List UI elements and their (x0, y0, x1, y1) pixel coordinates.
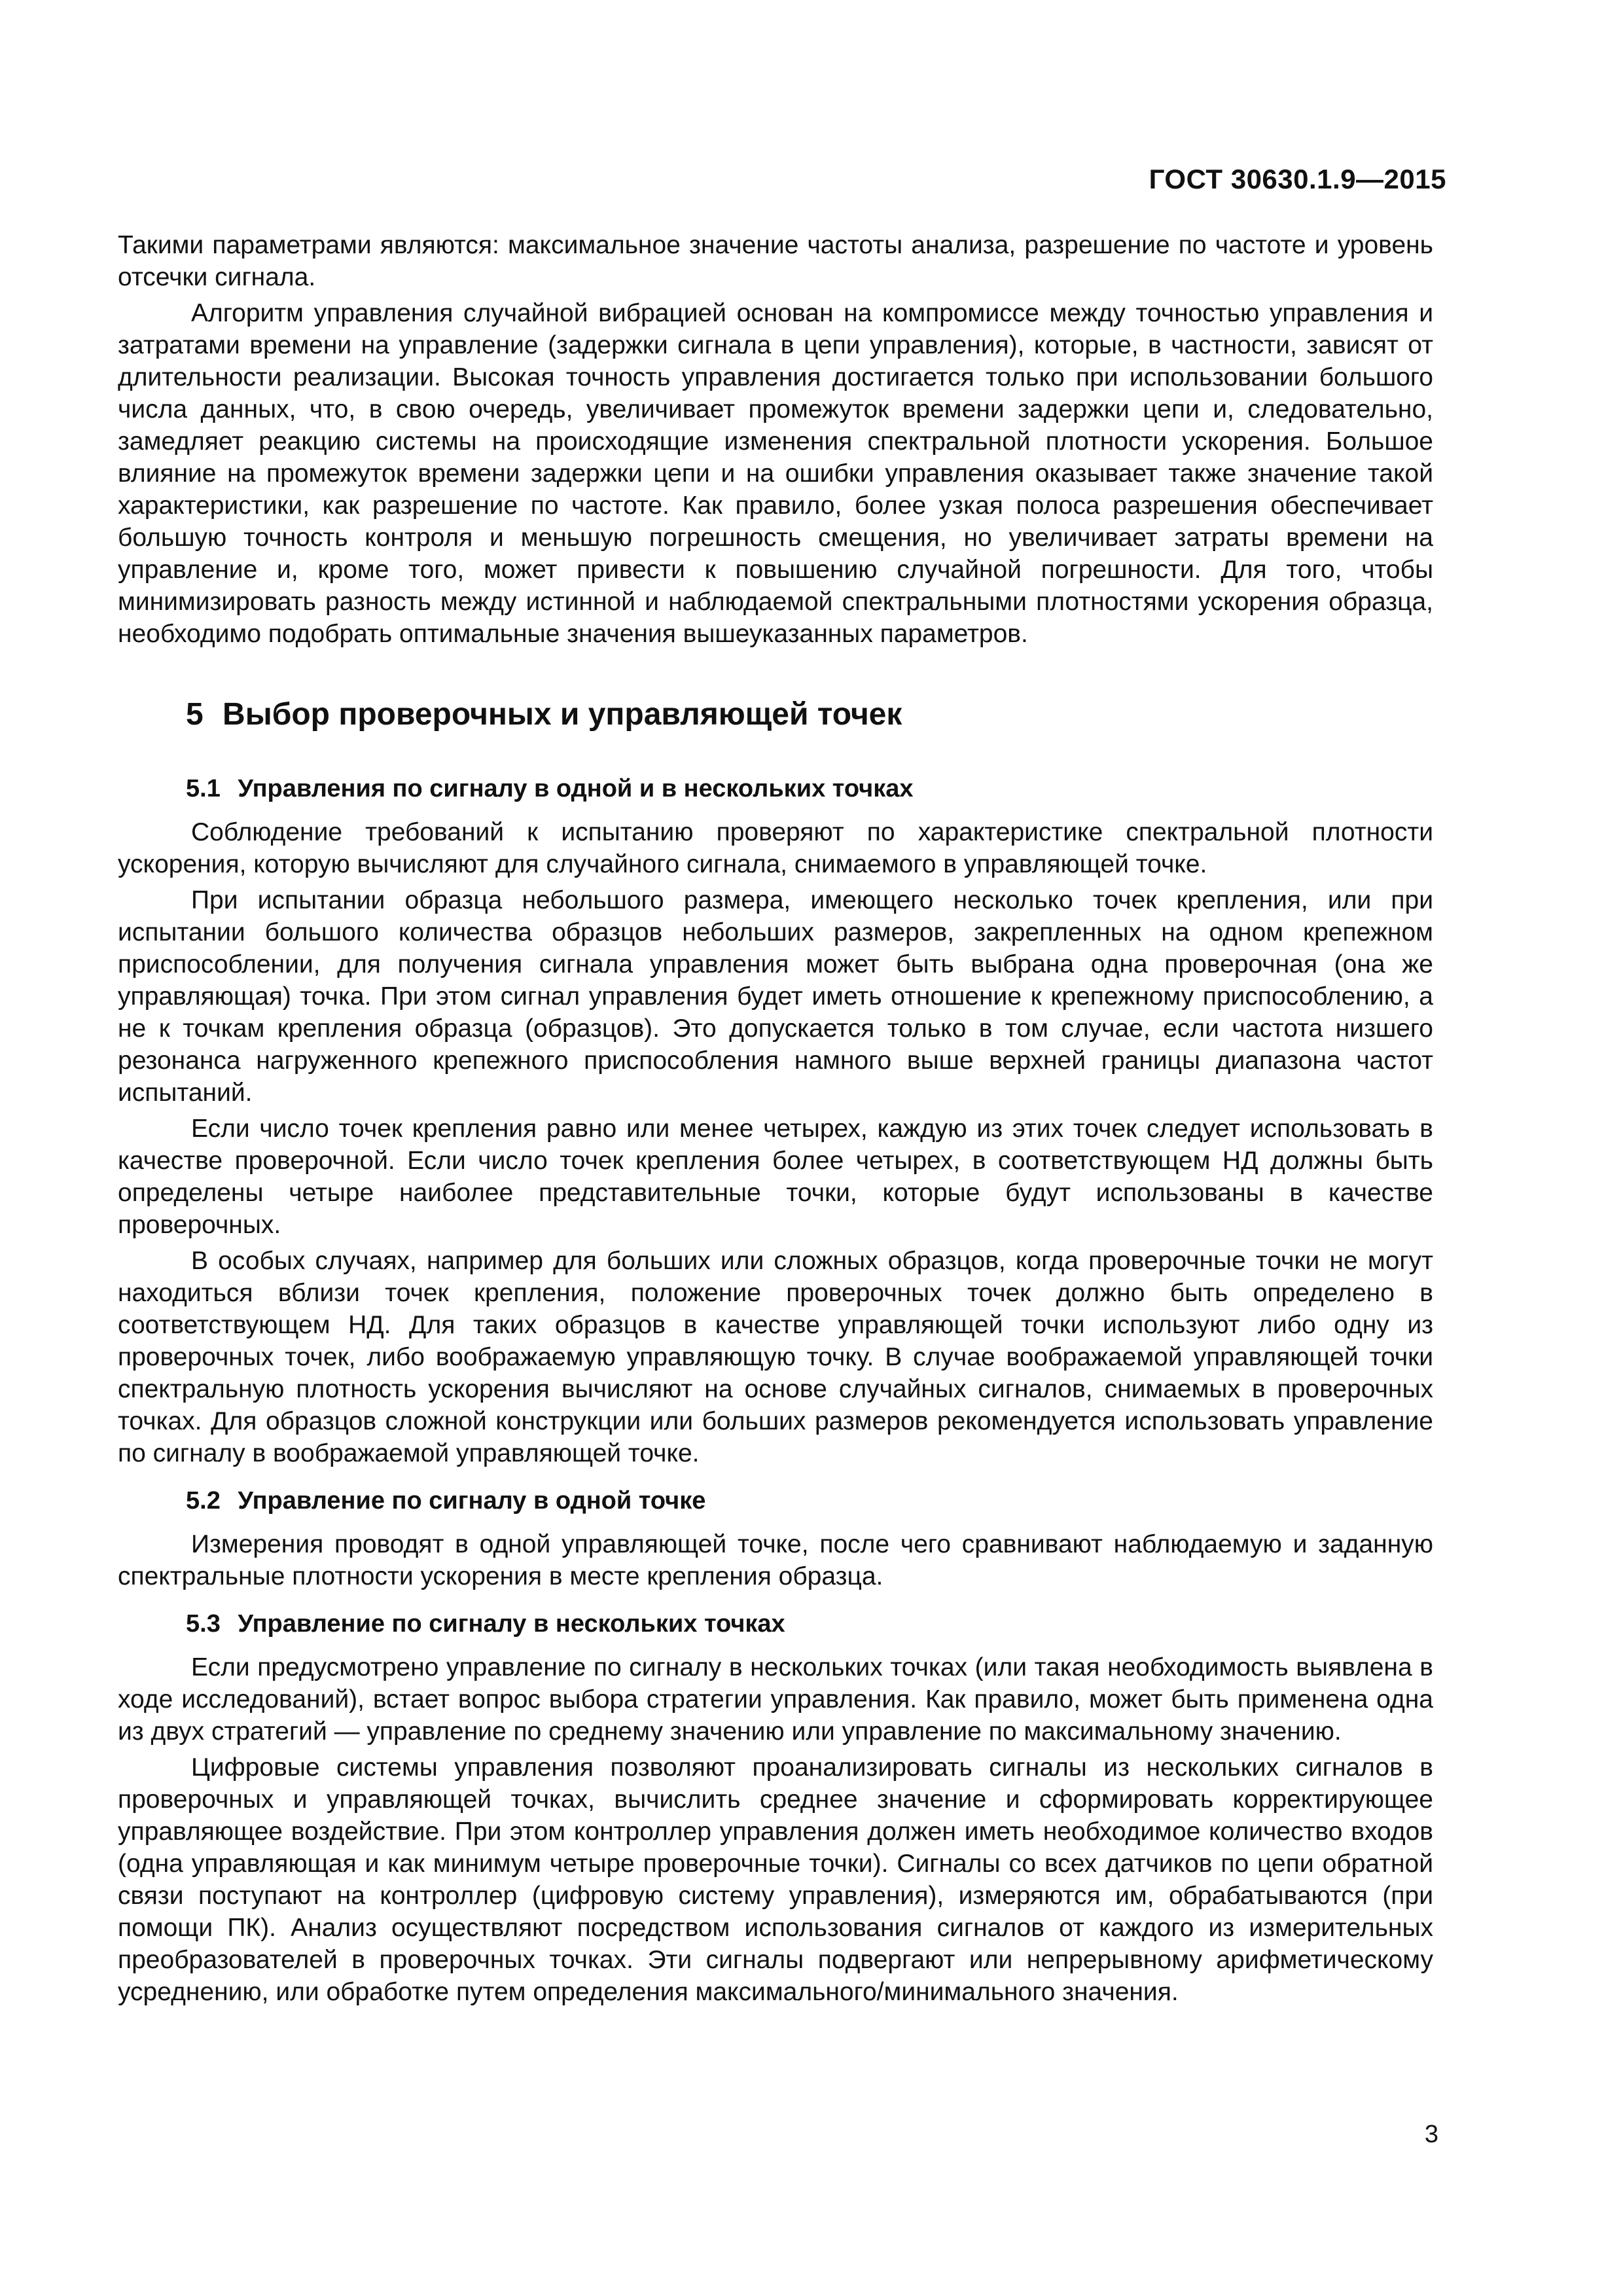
subsection-title: Управление по сигналу в одной точке (238, 1487, 706, 1515)
subsection-heading (186, 773, 1433, 804)
document-code-header: ГОСТ 30630.1.9—2015 (1149, 164, 1446, 194)
subsection-number: 5.2 (186, 1487, 221, 1515)
paragraph: Алгоритм управления случайной вибрацией основан на компромиссе между точностью управления и затратами времени на управление (задержки сигнала в цепи управления), которые, в частности, зависят от длительности реализации. Высокая точность управления достигается только при использовании большого числа данных, что, в свою очередь, увеличивает промежуток времени задержки цепи и, следовательно, замедляет реакцию системы на происходящие изменения спектральной плотности ускорения. Большое влияние на промежуток времени задержки цепи и на ошибки управления оказывает также значение такой характеристики, как разрешение по частоте. Как правило, более узкая полоса разрешения обеспечивает большую точность контроля и меньшую погрешность смещения, но увеличивает затраты времени на управление и, кроме того, может привести к повышению случайной погрешности. Для того, чтобы минимизировать разность между истинной и наблюдаемой спектральными плотностями ускорения образца, необходимо подобрать оптимальные значения вышеуказанных параметров. (118, 299, 1433, 648)
section-number: 5 (186, 697, 204, 732)
section-heading (186, 696, 1433, 734)
paragraph: Такими параметрами являются: максимальное значение частоты анализа, разрешение по частоте и уровень отсечки сигнала. (118, 231, 1433, 291)
paragraph: Соблюдение требований к испытанию проверяют по характеристике спектральной плотности ускорения, которую вычисляют для случайного сигнала, снимаемого в управляющей точке. (118, 818, 1433, 878)
paragraph: В особых случаях, например для больших или сложных образцов, когда проверочные точки не могут находиться вблизи точек крепления, положение проверочных точек должно быть определено в соответствующем НД. Для таких образцов в качестве управляющей точки используют либо одну из проверочных точек, либо воображаемую управляющую точку. В случае воображаемой управляющей точки спектральную плотность ускорения вычисляют на основе случайных сигналов, снимаемых в проверочных точках. Для образцов сложной конструкции или больших размеров рекомендуется использовать управление по сигналу в воображаемой управляющей точке. (118, 1247, 1433, 1467)
paragraph: При испытании образца небольшого размера, имеющего несколько точек крепления, или при испытании большого количества образцов небольших размеров, закрепленных на одном крепежном приспособлении, для получения сигнала управления может быть выбрана одна проверочная (она же управляющая) точка. При этом сигнал управления будет иметь отношение к крепежному приспособлению, а не к точкам крепления образца (образцов). Это допускается только в том случае, если частота низшего резонанса нагруженного крепежного приспособления намного выше верхней границы диапазона частот испытаний. (118, 886, 1433, 1107)
subsection-number: 5.3 (186, 1610, 221, 1638)
document-body (118, 229, 1433, 2012)
subsection-number: 5.1 (186, 775, 221, 802)
subsection-title: Управления по сигналу в одной и в нескольких точках (238, 775, 914, 802)
subsection-heading (186, 1485, 1433, 1516)
subsection-title: Управление по сигналу в нескольких точках (238, 1610, 785, 1638)
page-number: 3 (1424, 2121, 1438, 2148)
paragraph: Измерения проводят в одной управляющей точке, после чего сравнивают наблюдаемую и заданную спектральные плотности ускорения в месте крепления образца. (118, 1530, 1433, 1590)
section-title: Выбор проверочных и управляющей точек (223, 697, 902, 732)
paragraph: Если предусмотрено управление по сигналу в нескольких точках (или такая необходимость выявлена в ходе исследований), встает вопрос выбора стратегии управления. Как правило, может быть применена одна из двух стратегий — управление по среднему значению или управление по максимальному значению. (118, 1653, 1433, 1746)
subsection-heading (186, 1608, 1433, 1640)
paragraph: Цифровые системы управления позволяют проанализировать сигналы из нескольких сигналов в проверочных и управляющей точках, вычислить среднее значение и сформировать корректирующее управляющее воздействие. При этом контроллер управления должен иметь необходимое количество входов (одна управляющая и как минимум четыре проверочные точки). Сигналы со всех датчиков по цепи обратной связи поступают на контроллер (цифровую систему управления), измеряются им, обрабатываются (при помощи ПК). Анализ осуществляют посредством использования сигналов от каждого из измерительных преобразователей в проверочных точках. Эти сигналы подвергают или непрерывному арифметическому усреднению, или обработке путем определения максимального/минимального значения. (118, 1753, 1433, 2006)
paragraph: Если число точек крепления равно или менее четырех, каждую из этих точек следует использовать в качестве проверочной. Если число точек крепления более четырех, в соответствующем НД должны быть определены четыре наиболее представительные точки, которые будут использованы в качестве проверочных. (118, 1115, 1433, 1239)
